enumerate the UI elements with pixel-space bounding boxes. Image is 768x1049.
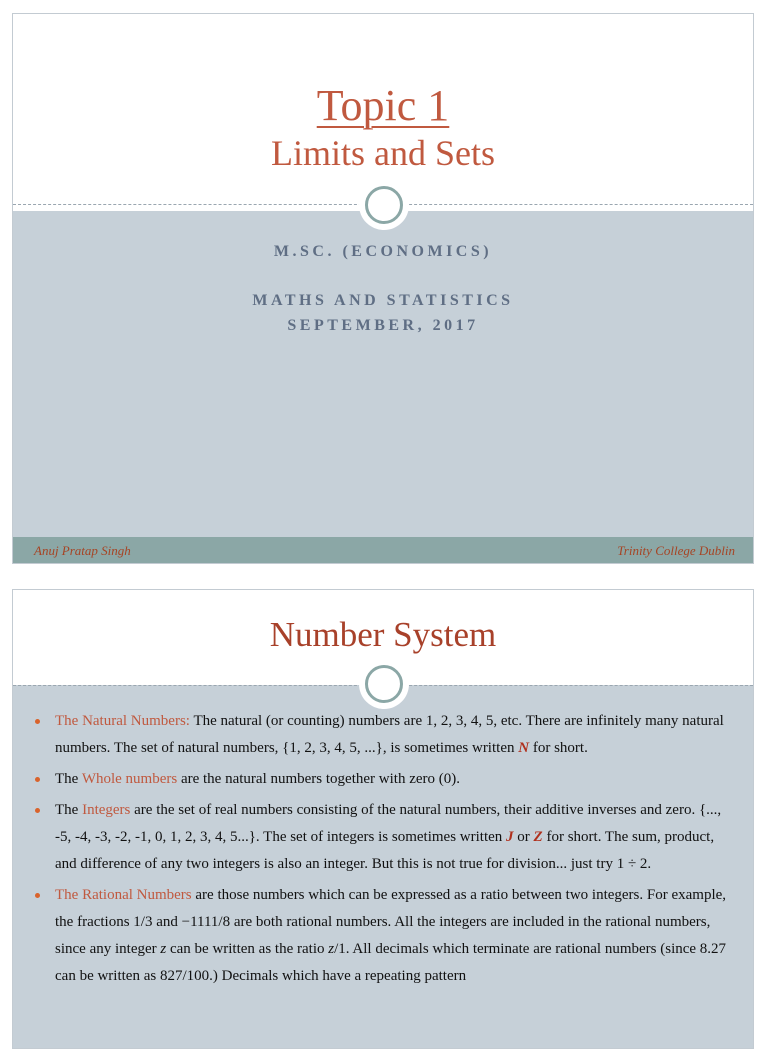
bullet-text: or [513, 829, 534, 845]
list-item [33, 708, 731, 762]
list-item [33, 766, 731, 793]
slide-subtitle: Limits and Sets [271, 133, 495, 173]
module-name: MATHS AND STATISTICS [252, 292, 514, 309]
bullet-text: for short. [529, 740, 588, 756]
date-label: SEPTEMBER, 2017 [287, 317, 479, 334]
bullet-text: are the set of real numbers consisting of the natural numbers, their additive inverses and zero. {..., -5, -4, -3, -2, -1, 0, 1, 2, 3, 4, 5...}. The set of integers is sometimes written [55, 802, 722, 845]
symbol-z: Z [533, 829, 543, 845]
bullet-text: The [55, 771, 82, 787]
circle-ornament-icon [359, 659, 409, 709]
bullet-text: can be written as the ratio [166, 941, 329, 957]
bullet-text: The [55, 802, 83, 818]
bullet-text: /1. All decimals which terminate are rational numbers (since 8.27 can be written as 827/100.) Decimals which have a repeating pattern [55, 941, 727, 984]
list-item [33, 882, 731, 990]
content-area [13, 211, 753, 537]
term-whole-numbers: Whole numbers [81, 771, 178, 787]
bullet-list [33, 708, 731, 994]
list-item [33, 797, 731, 878]
variable-z: z [328, 941, 335, 957]
slide-title: Number System [269, 615, 497, 654]
symbol-j: J [506, 829, 514, 845]
circle-ornament-icon [359, 180, 409, 230]
symbol-n: N [518, 740, 530, 756]
term-integers: Integers [82, 802, 131, 818]
term-natural-numbers: The Natural Numbers: [55, 713, 190, 729]
bullet-text: for short. The sum, product, and difference of any two integers is also an integer. But this is not true for division... just try 1 ÷ 2. [55, 829, 715, 872]
variable-z: z [160, 941, 167, 957]
slide-title: Topic 1 [316, 81, 450, 130]
bullet-text: are the natural numbers together with zero (0). [177, 771, 461, 787]
footer-author: Anuj Pratap Singh [34, 543, 131, 558]
title-slide [12, 13, 754, 564]
footer-institution: Trinity College Dublin [617, 543, 735, 558]
footer-bar [13, 537, 753, 564]
number-system-slide [12, 589, 754, 1049]
term-rational-numbers: The Rational Numbers [55, 887, 192, 903]
bullet-text: are those numbers which can be expressed as a ratio between two integers. For example, the fractions 1/3 and −1111/8 are both rational numbers. All the integers are included in the rational numbers, since any integer [55, 887, 727, 957]
bullet-text: The natural (or counting) numbers are 1, 2, 3, 4, 5, etc. There are infinitely many natural numbers. The set of natural numbers, {1, 2, 3, 4, 5, ...}, is sometimes written [55, 713, 724, 756]
course-name: M.SC. (ECONOMICS) [273, 243, 493, 260]
